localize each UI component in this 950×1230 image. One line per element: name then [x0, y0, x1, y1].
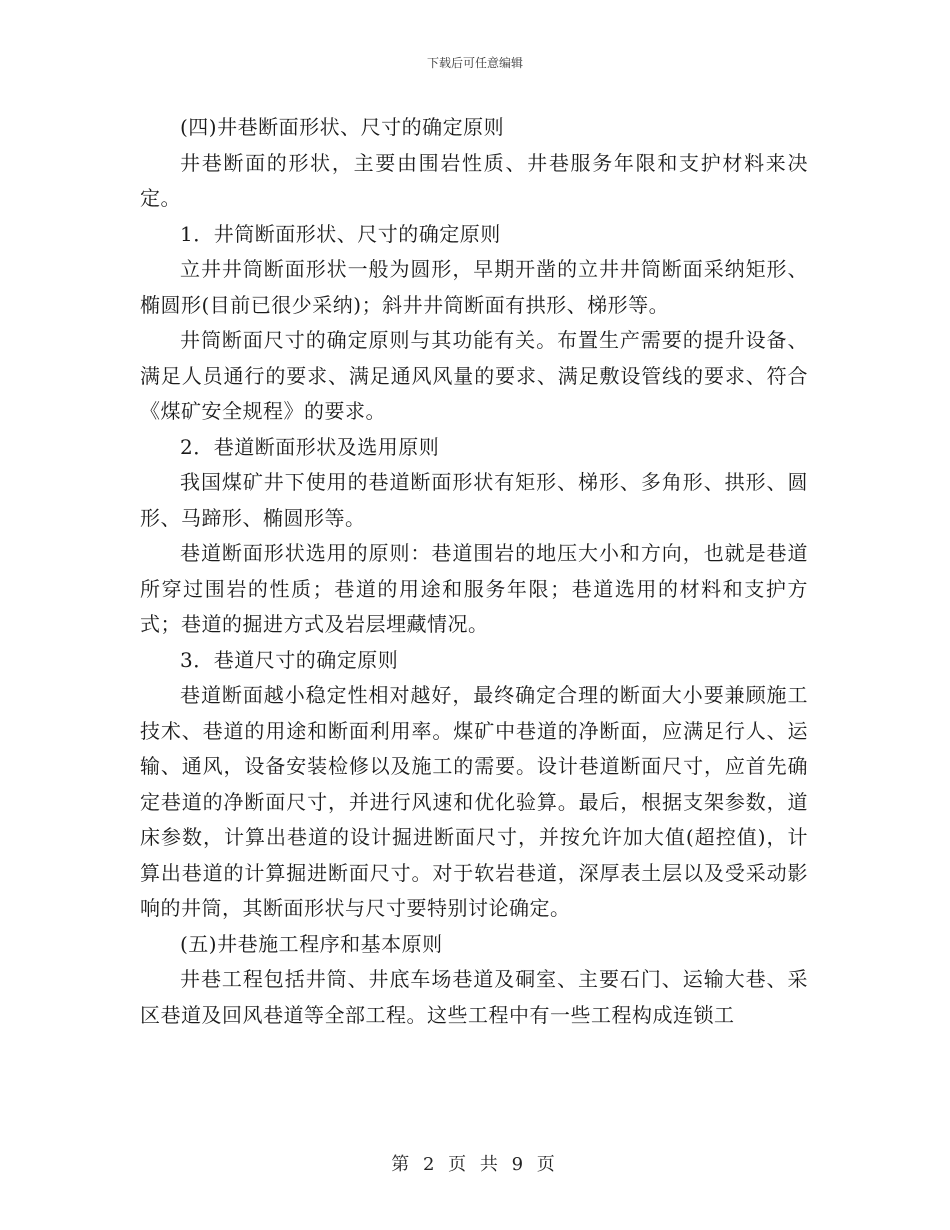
paragraph: 井筒断面尺寸的确定原则与其功能有关。布置生产需要的提升设备、满足人员通行的要求、满足通风风量的要求、满足敷设管线的要求、符合《煤矿安全规程》的要求。 [140, 328, 808, 423]
page-number-footer: 第 2 页 共 9 页 [391, 1154, 559, 1175]
page-header: 下载后可任意编辑 [426, 56, 523, 70]
section-heading-5: (五)井巷施工程序和基本原则 [180, 931, 443, 956]
paragraph: 立井井筒断面形状一般为圆形，早期开凿的立井井筒断面采纳矩形、椭圆形(目前已很少采纳)；斜井井筒断面有拱形、梯形等。 [140, 257, 808, 317]
subsection-heading-1: 1．井筒断面形状、尺寸的确定原则 [180, 221, 501, 246]
paragraph: 井巷断面的形状，主要由围岩性质、井巷服务年限和支护材料来决定。 [140, 150, 808, 210]
subsection-heading-3: 3．巷道尺寸的确定原则 [180, 647, 399, 672]
paragraph: 我国煤矿井下使用的巷道断面形状有矩形、梯形、多角形、拱形、圆形、马蹄形、椭圆形等。 [140, 470, 808, 530]
subsection-heading-2: 2．巷道断面形状及选用原则 [180, 434, 440, 459]
paragraph: 巷道断面形状选用的原则：巷道围岩的地压大小和方向，也就是巷道所穿过围岩的性质；巷道的用途和服务年限；巷道选用的材料和支护方式；巷道的掘进方式及岩层埋藏情况。 [140, 541, 808, 636]
section-heading-4: (四)井巷断面形状、尺寸的确定原则 [180, 115, 505, 139]
document-body [140, 110, 808, 1033]
paragraph: 井巷工程包括井筒、井底车场巷道及硐室、主要石门、运输大巷、采区巷道及回风巷道等全部工程。这些工程中有一些工程构成连锁工 [140, 967, 808, 1027]
paragraph: 巷道断面越小稳定性相对越好，最终确定合理的断面大小要兼顾施工技术、巷道的用途和断面利用率。煤矿中巷道的净断面，应满足行人、运输、通风，设备安装检修以及施工的需要。设计巷道断面尺寸，应首先确定巷道的净断面尺寸，并进行风速和优化验算。最后，根据支架参数，道床参数，计算出巷道的设计掘进断面尺寸，并按允许加大值(超控值)，计算出巷道的计算掘进断面尺寸。对于软岩巷道，深厚表土层以及受采动影响的井筒，其断面形状与尺寸要特别讨论确定。 [140, 683, 808, 920]
